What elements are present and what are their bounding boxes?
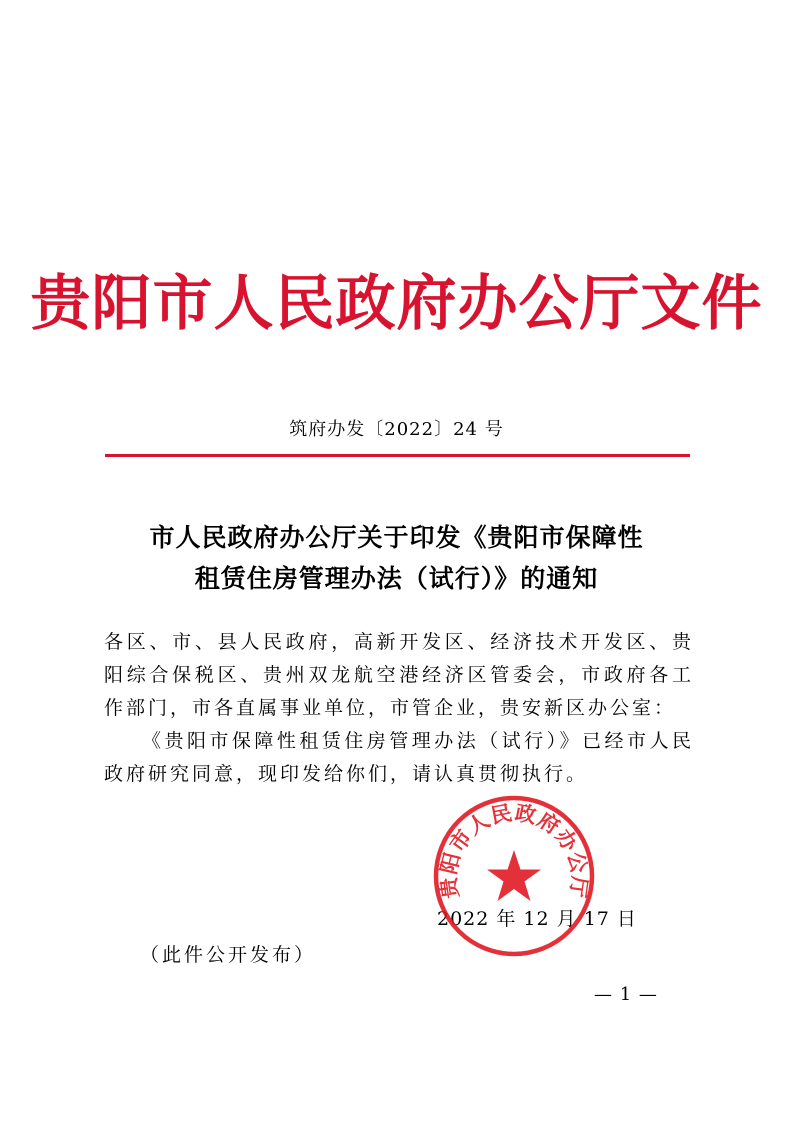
notice-body: [104, 626, 694, 791]
seal-text: 贵阳市人民政府办公厅: [435, 799, 593, 901]
document-number: 筑府办发〔2022〕24 号: [289, 419, 504, 440]
page-number: — 1 —: [594, 984, 658, 1005]
recipients-paragraph: 各区、市、县人民政府，高新开发区、经济技术开发区、贵阳综合保税区、贵州双龙航空港经济区管委会，市政府各工作部门，市各直属事业单位，市管企业，贵安新区办公室：: [104, 631, 694, 719]
official-seal: [432, 794, 596, 958]
masthead-title: 贵阳市人民政府办公厅文件: [30, 269, 763, 339]
red-divider: [105, 454, 690, 457]
notice-title-line-1: 市人民政府办公厅关于印发《贵阳市保障性: [149, 523, 644, 552]
publication-note: （此件公开发布）: [140, 944, 317, 966]
notice-title-line-2: 租赁住房管理办法（试行）》的通知: [194, 564, 599, 593]
star-icon: [487, 850, 541, 901]
notice-title: [0, 517, 793, 599]
main-paragraph: 《贵阳市保障性租赁住房管理办法（试行）》已经市人民政府研究同意，现印发给你们，请认真贯彻执行。: [104, 730, 694, 785]
issue-date: 2022 年 12 月 17 日: [437, 908, 637, 930]
